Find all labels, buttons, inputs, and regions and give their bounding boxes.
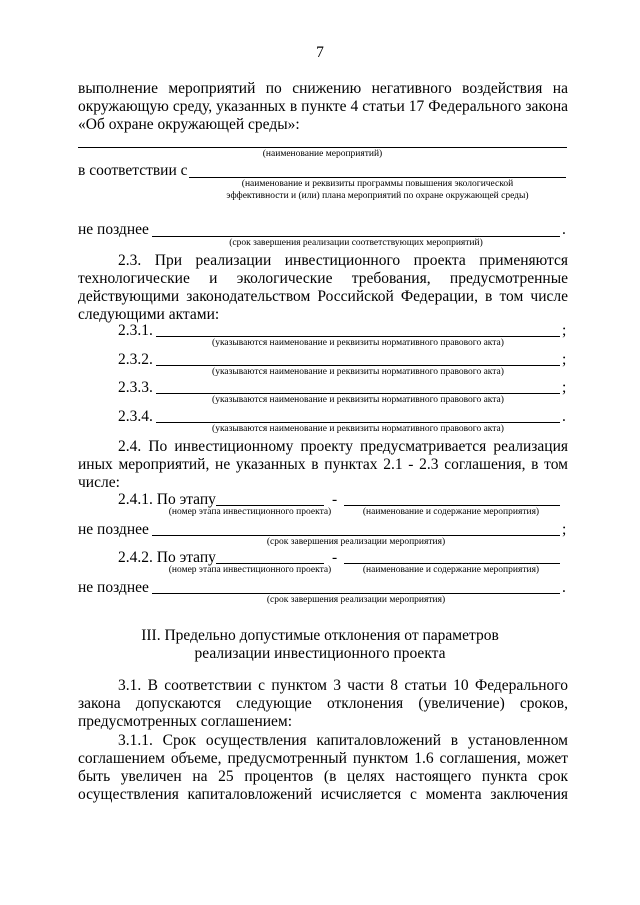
intro-line-1: выполнение мероприятий по снижению негативного воздействия на (78, 80, 568, 97)
p311-line-2: соглашением объеме, предусмотренный пунктом 1.6 соглашения, может (78, 750, 568, 767)
stage-1-measure-caption: (наименование и содержание мероприятия) (362, 507, 540, 517)
deadline-measures-caption: (срок завершения реализации соответствующих мероприятий) (229, 238, 483, 248)
act-caption-1: (указываются наименование и реквизиты нормативного правового акта) (212, 338, 504, 348)
period-3: . (562, 579, 566, 596)
stage-2-dash: - (332, 549, 338, 566)
stage-1-label: 2.4.1. По этапу (118, 491, 216, 508)
deadline-stage-2-caption: (срок завершения реализации мероприятия) (266, 595, 446, 605)
act-caption-2: (указываются наименование и реквизиты нормативного правового акта) (212, 367, 504, 377)
act-caption-3: (указываются наименование и реквизиты нормативного правового акта) (212, 395, 504, 405)
period-2: . (562, 408, 566, 425)
in-accordance-label: в соответствии с (78, 162, 188, 179)
program-caption-1: (наименование и реквизиты программы повышения экологической (241, 179, 514, 189)
act-caption-4: (указываются наименование и реквизиты нормативного правового акта) (212, 424, 504, 434)
p23-line-3: действующими законодательством Российской Федерации, в том числе (78, 288, 568, 305)
p311-line-4: осуществления капиталовложений исчисляется с момента заключения (78, 786, 568, 803)
stage-1-number-caption: (номер этапа инвестиционного проекта) (168, 507, 332, 517)
stage-1-dash: - (332, 491, 338, 508)
p24-line-3: числе: (78, 474, 120, 491)
not-later-label-2: не позднее (78, 521, 149, 538)
p31-line-1: 3.1. В соответствии с пунктом 3 части 8 статьи 10 Федерального (118, 677, 568, 694)
measures-name-caption: (наименование мероприятий) (262, 149, 383, 159)
program-caption-2: эффективности и (или) плана мероприятий по охране окружающей среды) (226, 191, 529, 201)
semicolon-1: ; (562, 322, 567, 339)
section-3-title-2: реализации инвестиционного проекта (194, 645, 446, 662)
p23-line-4: следующими актами: (78, 306, 220, 323)
period-1: . (562, 221, 566, 238)
section-3-title-1: III. Предельно допустимые отклонения от параметров (141, 627, 499, 644)
semicolon-4: ; (562, 521, 567, 538)
p23-line-1: 2.3. При реализации инвестиционного проекта применяются (118, 252, 568, 269)
p31-line-3: предусмотренных соглашением: (78, 713, 293, 730)
intro-line-3: «Об охране окружающей среды»: (78, 116, 300, 133)
item-2-3-1-label: 2.3.1. (118, 322, 153, 339)
p311-line-1: 3.1.1. Срок осуществления капиталовложений в установленном (118, 732, 568, 749)
p31-line-2: закона допускаются следующие отклонения (увеличение) сроков, (78, 695, 568, 712)
semicolon-2: ; (562, 351, 567, 368)
p24-line-2: иных мероприятий, не указанных в пунктах 2.1 - 2.3 соглашения, в том (78, 456, 568, 473)
semicolon-3: ; (562, 379, 567, 396)
deadline-stage-1-caption: (срок завершения реализации мероприятия) (266, 537, 446, 547)
stage-2-measure-caption: (наименование и содержание мероприятия) (362, 565, 540, 575)
p23-line-2: технологические и экологические требования, предусмотренные (78, 270, 568, 287)
not-later-label-3: не позднее (78, 579, 149, 596)
p311-line-3: быть увеличен на 25 процентов (в целях настоящего пункта срок (78, 768, 568, 785)
not-later-label-1: не позднее (78, 221, 149, 238)
item-2-3-4-label: 2.3.4. (118, 408, 153, 425)
p24-line-1: 2.4. По инвестиционному проекту предусматривается реализация (118, 438, 568, 455)
stage-2-label: 2.4.2. По этапу (118, 549, 216, 566)
intro-line-2: окружающую среду, указанных в пункте 4 статьи 17 Федерального закона (78, 98, 568, 115)
stage-2-number-caption: (номер этапа инвестиционного проекта) (168, 565, 332, 575)
item-2-3-3-label: 2.3.3. (118, 379, 153, 396)
item-2-3-2-label: 2.3.2. (118, 351, 153, 368)
page-number: 7 (316, 44, 324, 61)
